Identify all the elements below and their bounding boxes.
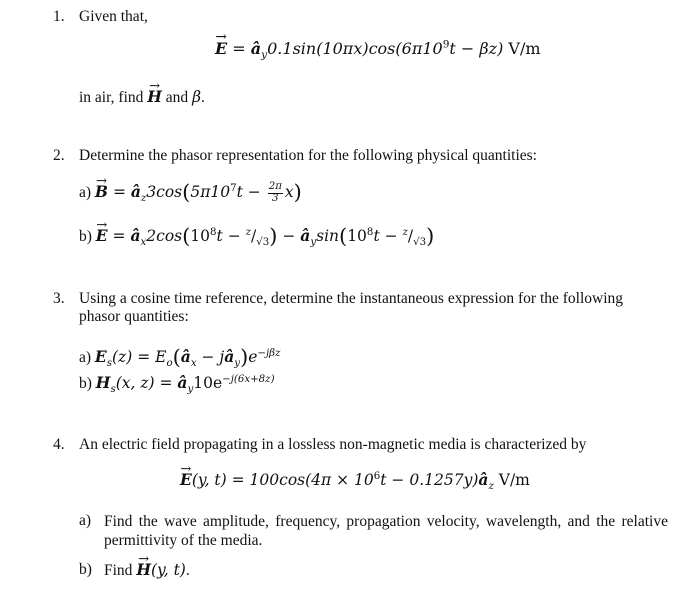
q3-text-line1: Using a cosine time reference, determine the instantaneous expression for the following <box>79 290 624 307</box>
q2b-f6: t − <box>373 227 403 245</box>
q3a-eq: = <box>132 348 156 366</box>
q3-number: 3. <box>53 290 65 307</box>
q2a-asub: z <box>140 193 147 205</box>
q2b-lhs: → E <box>96 227 108 245</box>
q1-ahat: â <box>250 39 262 58</box>
q2b-a2hat: â <box>300 226 311 245</box>
q2-text: Determine the phasor representation for the following physical quantities: <box>79 147 537 164</box>
q2b-minus: − <box>277 227 301 245</box>
q3b-label: b) <box>79 375 96 392</box>
q3b-eq: = <box>154 374 178 392</box>
q2b-f2: 10 <box>190 227 211 245</box>
q4-lhs: → E <box>180 471 192 489</box>
q3a-exp: −jβz <box>257 347 281 359</box>
q4b-line <box>104 561 190 580</box>
q1-find-line <box>79 88 205 107</box>
q2b-paren-open: ( <box>182 224 191 248</box>
q2a-frac-num: 2π <box>268 181 282 193</box>
q3a-e: e <box>248 348 258 366</box>
q4-text: An electric field propagating in a lossless non-magnetic media is characterized by <box>79 436 587 453</box>
q3b-coef: 10e <box>193 374 223 392</box>
q2b-slash2: / <box>407 227 414 245</box>
q2a-paren-open: ( <box>182 180 191 204</box>
q1-text-mid: and <box>161 89 193 106</box>
q1-text-pre: in air, find <box>79 89 148 106</box>
q2a-paren-close: ) <box>293 180 302 204</box>
q2b-a2sub: y <box>310 237 317 249</box>
q2b-paren2-open: ( <box>339 224 348 248</box>
q3a-equation <box>79 345 280 369</box>
q2b-label: b) <box>79 228 96 245</box>
q1-tail: t − βz) <box>449 39 504 58</box>
q3a-a2hat: â <box>224 347 235 366</box>
q2a-f1: 3cos <box>146 183 183 201</box>
q2a-f4: x <box>284 183 294 201</box>
q2b-z2: z <box>402 226 408 238</box>
q4b-text-end: . <box>185 562 190 579</box>
q2b-eq: = <box>107 227 131 245</box>
q4-exp: 6 <box>373 470 381 482</box>
q3a-minus: − <box>196 348 220 366</box>
q4-units: V/m <box>493 471 530 489</box>
q2a-fraction <box>268 182 283 204</box>
q2b-f5: 10 <box>347 227 367 245</box>
q2b-equation <box>79 224 434 248</box>
q1-eq: = <box>227 39 251 58</box>
q2a-frac-den: 3 <box>272 192 279 204</box>
q3a-j: j <box>219 348 225 366</box>
q1-lhs: → E <box>215 40 227 58</box>
q3b-arg: (x, z) <box>115 374 155 392</box>
q4b-arg: (y, t) <box>150 561 186 579</box>
q4-f2: t − 0.1257y) <box>380 471 479 489</box>
q1-number: 1. <box>53 8 65 25</box>
q1-H: → H <box>147 88 162 106</box>
q3b-asub: y <box>187 384 194 396</box>
q1-asub: y <box>261 49 268 62</box>
q2b-f4: sin <box>316 227 340 245</box>
q3a-paren-close: ) <box>240 345 249 369</box>
q1-units: V/m <box>503 39 541 58</box>
q2b-f1: 2cos <box>146 227 183 245</box>
q2a-eq: = <box>108 183 131 201</box>
q4b-label: b) <box>79 561 92 578</box>
q4a-label: a) <box>79 512 92 529</box>
q2a-f2: 5π10 <box>190 183 231 201</box>
q1-body: 0.1sin(10πx)cos(6π10 <box>267 39 443 58</box>
q1-equation <box>215 38 541 62</box>
q4-arg: (y, t) <box>191 471 227 489</box>
q2a-f3: t − <box>236 183 266 201</box>
q3b-equation <box>79 373 275 396</box>
q4-asub: z <box>488 481 494 493</box>
q1-text-end: . <box>201 89 205 106</box>
q3b-lhs: H <box>95 373 111 392</box>
q2b-z: z <box>245 226 252 238</box>
q3a-a1sub: x <box>190 358 197 370</box>
q2a-equation <box>79 180 302 205</box>
q4-f1: 100cos(4π × 10 <box>249 471 374 489</box>
q4b-H: → H <box>136 561 151 579</box>
q2b-sqrt3-2: √3 <box>413 237 427 249</box>
q2a-exp: 7 <box>230 182 237 194</box>
q2b-exp: 8 <box>210 226 217 238</box>
q3b-ahat: â <box>177 373 188 392</box>
q4-eq: = <box>226 471 250 489</box>
q4-ahat: â <box>478 470 489 489</box>
q4-equation <box>180 470 530 493</box>
q3a-E0: E <box>155 348 167 366</box>
q3a-paren-open: ( <box>172 345 181 369</box>
q2-number: 2. <box>53 147 65 164</box>
q1-beta: β <box>192 88 202 106</box>
q2a-lhs: → B <box>95 183 108 201</box>
q2a-ahat: â <box>130 182 141 201</box>
q3a-lhs-sub: s <box>106 358 112 370</box>
q2b-exp2: 8 <box>366 226 374 238</box>
q4b-text-pre: Find <box>104 562 137 579</box>
q4a-text: Find the wave amplitude, frequency, propagation velocity, wavelength, and the relative permittivity of the media. <box>104 513 668 549</box>
q3a-a1hat: â <box>180 347 191 366</box>
q3a-E0-sub: o <box>166 358 173 370</box>
q2b-paren2-close: ) <box>426 224 435 248</box>
q2b-a1sub: x <box>140 237 147 249</box>
q3-text-line2: phasor quantities: <box>79 308 189 325</box>
q2a-label: a) <box>79 184 95 201</box>
q1-exp: 9 <box>442 38 450 51</box>
q2b-f3: t − <box>216 227 246 245</box>
q4-number: 4. <box>53 436 65 453</box>
q3b-exp: −j(6x+8z) <box>222 373 275 385</box>
q3a-lhs: E <box>94 347 107 366</box>
q3a-arg: (z) <box>112 348 133 366</box>
q2b-slash: / <box>251 227 257 245</box>
q3a-label: a) <box>79 349 95 366</box>
q3b-lhs-sub: s <box>110 384 116 396</box>
q2b-sqrt3: √3 <box>256 237 270 249</box>
q2b-a1hat: â <box>130 226 141 245</box>
q1-intro: Given that, <box>79 8 148 25</box>
q2b-paren-close: ) <box>269 224 278 248</box>
q3a-a2sub: y <box>234 358 241 370</box>
